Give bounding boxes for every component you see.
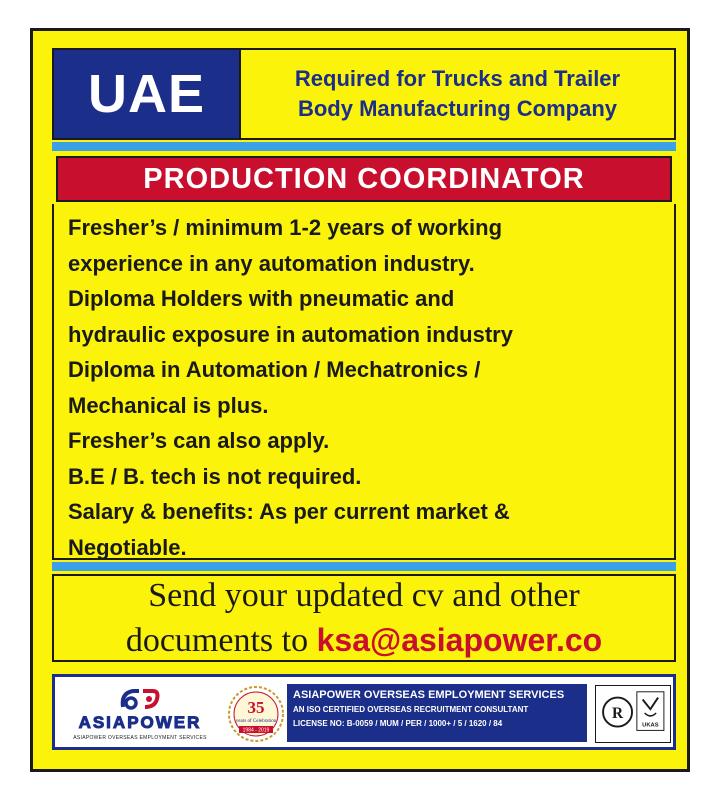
svg-text:UKAS: UKAS	[642, 722, 659, 729]
contact-text	[52, 574, 676, 663]
requirement-line-2: Body Manufacturing Company	[297, 96, 617, 121]
requirement-heading	[241, 50, 674, 138]
requirement-line: Negotiable.	[68, 534, 187, 560]
svg-text:R: R	[611, 704, 624, 722]
requirement-line-1: Required for Trucks and Trailer	[294, 66, 621, 91]
requirement-line: Fresher’s / minimum 1-2 years of working	[68, 215, 503, 240]
logo-tagline: ASIAPOWER OVERSEAS EMPLOYMENT SERVICES	[73, 735, 207, 741]
divider-strip	[52, 142, 676, 151]
contact-prefix: documents to	[125, 622, 317, 659]
license-text: LICENSE NO: B-0059 / MUM / PER / 1000+ / 5 / 1620 / 84	[293, 719, 503, 728]
contact-email-link[interactable]: ksa@asiapower.co	[316, 622, 603, 658]
requirement-line: Mechanical is plus.	[68, 392, 269, 418]
requirement-line: Fresher’s can also apply.	[68, 428, 330, 453]
requirements-list	[68, 210, 668, 565]
logo-wordmark: ASIAPOWER	[78, 713, 202, 732]
requirement-line: hydraulic exposure in automation industry	[68, 321, 513, 347]
svg-text:1984 - 2019: 1984 - 2019	[242, 727, 270, 734]
requirement-line: B.E / B. tech is not required.	[68, 463, 362, 489]
divider-strip	[52, 562, 676, 571]
contact-line-1: Send your updated cv and other	[148, 577, 580, 614]
country-label: UAE	[54, 50, 241, 138]
asiapower-mark-icon	[119, 685, 161, 711]
requirement-line: Diploma in Automation / Mechatronics /	[68, 357, 481, 382]
svg-text:35: 35	[247, 698, 265, 717]
asiapower-logo	[65, 683, 215, 745]
requirement-line: Diploma Holders with pneumatic and	[68, 286, 455, 311]
header	[52, 48, 676, 140]
certification-text: AN ISO CERTIFIED OVERSEAS RECRUITMENT CONSULTANT	[293, 705, 529, 714]
requirement-line: Salary & benefits: As per current market &	[68, 499, 510, 524]
company-name: ASIAPOWER OVERSEAS EMPLOYMENT SERVICES	[293, 689, 565, 701]
footer-banner	[52, 674, 676, 750]
job-title: PRODUCTION COORDINATOR	[56, 156, 672, 202]
requirement-line: experience in any automation industry.	[68, 250, 475, 276]
company-info	[287, 684, 587, 742]
iso-certification-icon	[595, 685, 671, 743]
svg-text:years of Celebration: years of Celebration	[235, 719, 277, 724]
contact-line-2	[52, 618, 676, 663]
anniversary-badge-icon	[227, 685, 285, 743]
